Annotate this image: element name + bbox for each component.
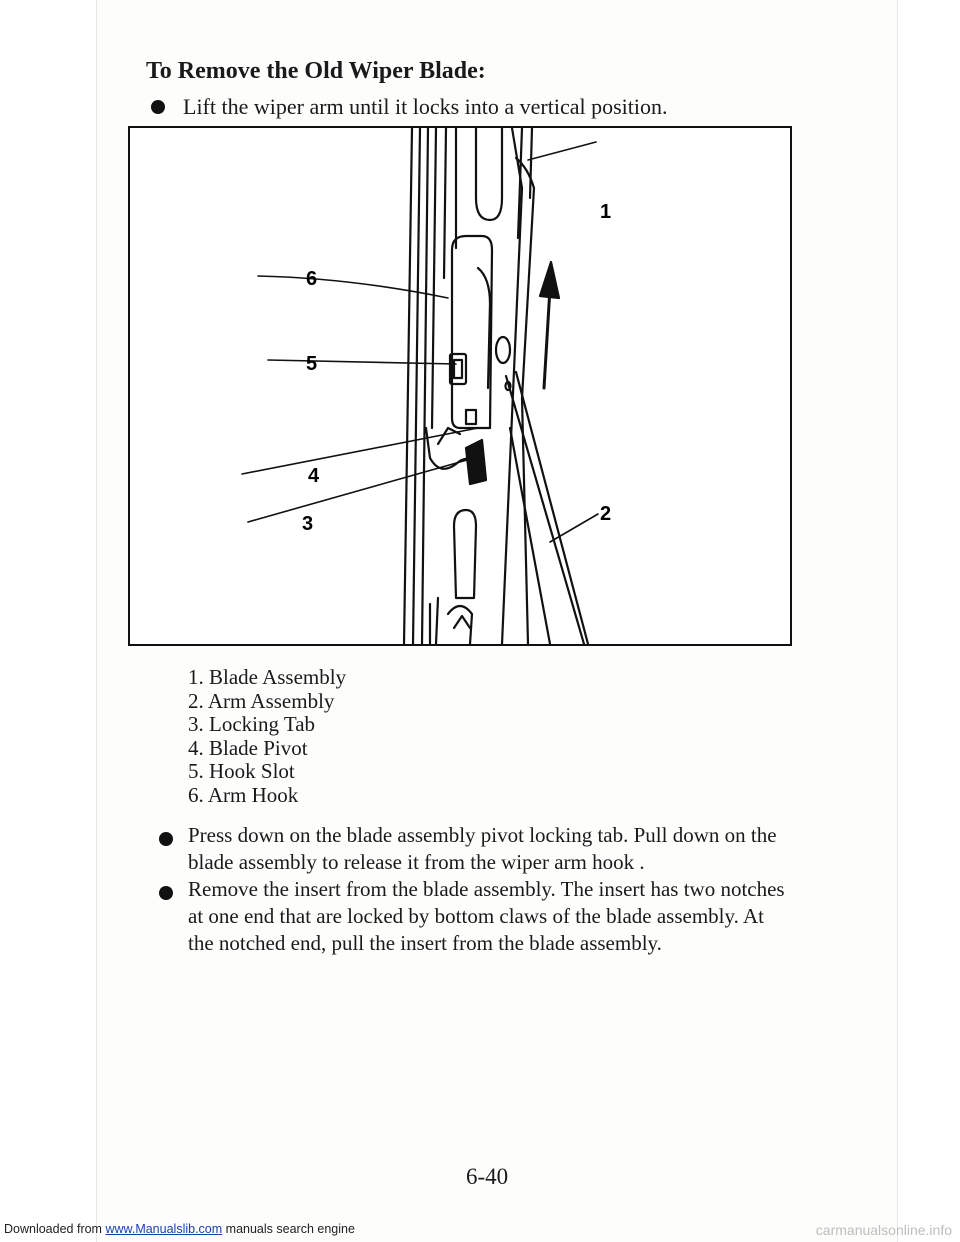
step-line: Remove the insert from the blade assembly. The insert has two notches [188, 877, 785, 901]
arm-assembly-lines [506, 376, 584, 644]
step-line: at one end that are locked by bottom claws of the blade assembly. At [188, 904, 764, 928]
intro-bullet-text: Lift the wiper arm until it locks into a vertical position. [183, 94, 668, 119]
manualslib-link[interactable]: www.Manualslib.com [105, 1222, 223, 1236]
footer-prefix: Downloaded from [4, 1222, 102, 1236]
wiper-illustration [130, 128, 790, 644]
figure-legend [188, 666, 346, 807]
callout-6: 6 [306, 268, 318, 290]
callout-1: 1 [600, 201, 612, 223]
page-number: 6-40 [466, 1164, 509, 1189]
bullet-icon [151, 100, 165, 114]
download-footer [4, 1222, 355, 1236]
legend-item: 1. Blade Assembly [188, 665, 347, 689]
step-line: blade assembly to release it from the wiper arm hook . [188, 850, 645, 874]
frame-line [404, 128, 412, 644]
bullet-icon [159, 832, 173, 846]
step-press-down [188, 822, 808, 876]
step-line: the notched end, pull the insert from the blade assembly. [188, 931, 662, 955]
footer-suffix: manuals search engine [225, 1222, 355, 1236]
bullet-icon [159, 886, 173, 900]
section-heading: To Remove the Old Wiper Blade: [146, 58, 486, 84]
callout-4: 4 [308, 465, 320, 487]
callout-5: 5 [306, 353, 318, 375]
step-remove-insert [188, 876, 808, 957]
hook-housing [452, 236, 492, 428]
legend-item: 4. Blade Pivot [188, 735, 308, 760]
site-watermark: carmanualsonline.info [815, 1222, 952, 1238]
step-line: Press down on the blade assembly pivot locking tab. Pull down on the [188, 823, 777, 847]
legend-item: 5. Hook Slot [188, 759, 295, 783]
legend-item: 3. Locking Tab [188, 712, 316, 736]
wiper-diagram [128, 126, 792, 646]
legend-item: 2. Arm Assembly [188, 688, 335, 713]
callout-2: 2 [600, 503, 612, 525]
legend-item: 6. Arm Hook [188, 782, 299, 807]
callout-3: 3 [302, 513, 314, 535]
